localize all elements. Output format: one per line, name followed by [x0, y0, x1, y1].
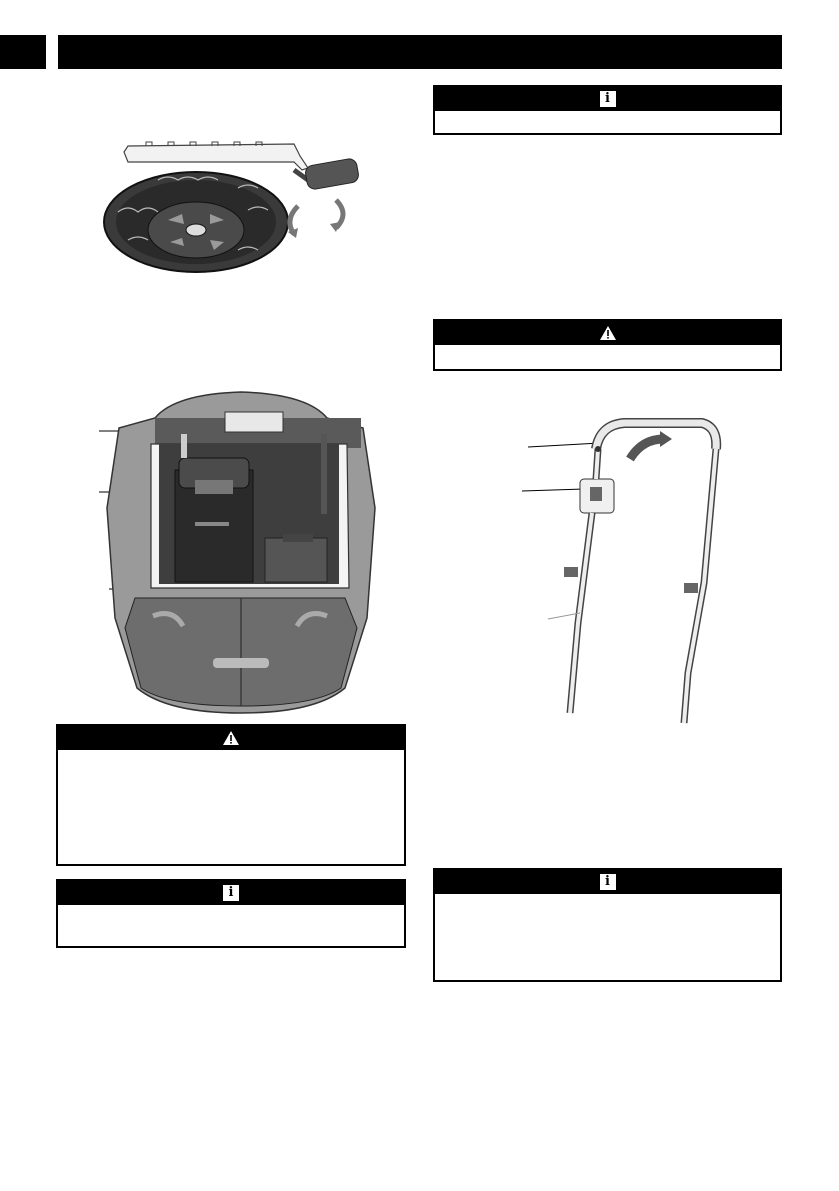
warning-notice-2	[56, 724, 406, 866]
info-notice-1	[433, 85, 782, 135]
warning-notice-1	[433, 319, 782, 371]
page-number-tab	[0, 35, 46, 69]
handle-assembly-figure	[520, 413, 730, 733]
battery-compartment-figure	[95, 388, 387, 716]
info-icon: i	[600, 874, 616, 890]
wheel-height-adjust-figure	[98, 140, 368, 275]
warning-triangle-icon	[599, 325, 617, 341]
info-notice-3	[433, 868, 782, 982]
info-icon: i	[223, 885, 239, 901]
info-notice-2	[56, 879, 406, 948]
section-header-bar	[58, 35, 782, 69]
warning-triangle-icon	[222, 730, 240, 746]
info-icon: i	[600, 91, 616, 107]
